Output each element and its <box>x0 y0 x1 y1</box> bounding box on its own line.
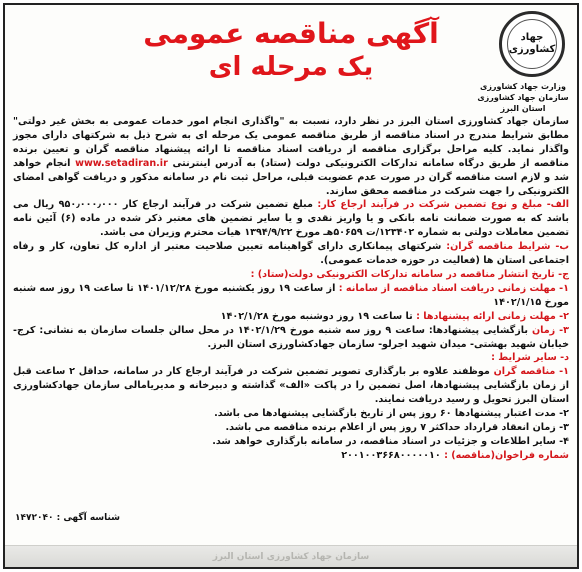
page-subtitle: یک مرحله ای <box>208 52 374 82</box>
section-d-item-1 <box>13 365 569 407</box>
logo-text-1: جهاد <box>520 32 544 43</box>
section-d-title: د- سایر شرایط : <box>491 352 569 364</box>
ministry-caption <box>471 81 575 114</box>
call-number-line <box>13 449 569 463</box>
section-b <box>13 240 569 268</box>
section-a-text: مبلغ تضمین شرکت در فرآیند ارجاع کار ۹۵۰٫۰۰۰٫۰۰۰ ریال می باشد که به صورت ضمانت نامه بانکی و یا واریز نقدی و یا سایر تضمین های معتبر ذکر شده در ماده (۶) آئین نامه تضمین معاملات دولتی به شماره ۱۲۳۴۰۲/ت ۵۰۶۵۹هـ مورخ ۱۳۹۴/۹/۲۲ هیات محترم وزیران می باشد. <box>13 199 569 239</box>
logo-text-2: کشاورزی <box>508 44 556 55</box>
ad-id: شناسه آگهی : ۱۴۷۲۰۴۰ <box>15 513 121 523</box>
section-b-title: ب- شرایط مناقصه گران: <box>446 241 569 253</box>
page-title: آگهی مناقصه عمومی <box>143 17 439 50</box>
website-link[interactable]: www.setadiran.ir <box>75 157 168 169</box>
logo-emblem <box>507 19 557 69</box>
footer-watermark: سازمان جهاد کشاورزی استان البرز <box>5 545 577 567</box>
title-block <box>115 17 467 83</box>
section-c-item-3 <box>13 324 569 352</box>
section-d-item-2: ۲- مدت اعتبار پیشنهادها ۶۰ روز پس از تاریخ بازگشایی پیشنهادها می باشد. <box>214 408 569 420</box>
section-d-item-3: ۳- زمان انعقاد قرارداد حداکثر ۷ روز پس از اعلام برنده مناقصه می باشد. <box>225 421 569 433</box>
section-d-item-4: ۴- سایر اطلاعات و جزئیات در اسناد مناقصه، در سامانه بارگذاری خواهد شد. <box>212 435 569 447</box>
call-number: ۲۰۰۱۰۰۳۶۶۸۰۰۰۰۰۱۰ <box>341 449 441 461</box>
c1-title: ۱- مهلت زمانی دریافت اسناد مناقصه از سامانه : <box>338 282 569 294</box>
section-a <box>13 198 569 240</box>
section-b-text: شرکتهای پیمانکاری دارای گواهینامه تعیین صلاحیت معتبر از اداره کل تعاون، کار و رفاه اجتماعی استان ها (فعالیت در حوزه خدمات عمومی). <box>13 241 569 267</box>
ministry-name: وزارت جهاد کشاورزی <box>479 82 566 91</box>
d1-title: ۱- مناقصه گران <box>493 366 569 378</box>
call-number-title: شماره فراخوان(مناقصه) : <box>444 449 569 461</box>
intro-paragraph <box>13 115 569 198</box>
header <box>5 5 577 113</box>
section-c-title: ج- تاریخ انتشار مناقصه در سامانه تدارکات الکترونیکی دولت(ستاد) : <box>250 268 569 280</box>
section-c-item-1 <box>13 282 569 310</box>
notice-body <box>13 115 569 463</box>
c3-text: بازگشایی پیشنهادها: ساعت ۹ روز سه شنبه مورخ ۱۴۰۲/۱/۲۹ در محل سالن جلسات سازمان به نشانی: کرج- خیابان شهید بهشتی- میدان شهید اجرلو- سازمان جهادکشاورزی استان البرز. <box>13 324 569 350</box>
c1-text: از ساعت ۱۹ روز یکشنبه مورخ ۱۴۰۱/۱۲/۲۸ تا ساعت ۱۹ روز سه شنبه مورخ ۱۴۰۲/۱/۱۵ <box>13 282 569 308</box>
c2-title: ۲- مهلت زمانی ارائه پیشنهادها : <box>416 310 569 322</box>
org-name: سازمان جهاد کشاورزی استان البرز <box>477 93 569 113</box>
intro-text: سازمان جهاد کشاورزی استان البرز در نظر دارد، نسبت به "واگذاری انجام امور خدمات عمومی به بخش غیر دولتی" مطابق شرایط مندرج در اسناد مناقصه از طریق مناقصه عمومی یک مرحله ای به شرح ذیل به شرکتهای دارای مجوز واگذار نماید. کلیه مراحل برگزاری مناقصه از دریافت اسناد مناقصه تا ارائه پیشنهاد مناقصه گران و تعیین برنده مناقصه از طریق درگاه سامانه تدارکات الکترونیکی دولت (ستاد) به آدرس اینترنتی <box>13 116 569 169</box>
c3-title: ۳- زمان <box>531 324 569 336</box>
tender-notice <box>3 3 579 569</box>
ministry-logo <box>499 11 565 77</box>
d1-text: موظفند علاوه بر بارگذاری تصویر تضمین شرکت در فرآیند ارجاع کار در سامانه، حداقل ۲ ساعت قبل از زمان بازگشایی پیشنهادها، اصل تضمین را در پاکت «الف» گذاشته و دبیرخانه و مدیریامالی سازمان جهادکشاورزی استان البرز تحویل و رسید دریافت نمایند. <box>13 366 569 406</box>
c2-text: تا ساعت ۱۹ روز دوشنبه مورخ ۱۴۰۲/۱/۲۸ <box>220 310 413 322</box>
intro-end-text: انجام خواهد شد و لازم است مناقصه گران در صورت عدم عضویت قبلی، مراحل ثبت نام در سامانه مذکور و دریافت گواهی امضای الکترونیکی را جهت شرکت در مناقصه محقق سازند. <box>13 157 569 197</box>
section-a-title: الف- مبلغ و نوع تضمین شرکت در فرآیند ارجاع کار: <box>317 199 569 211</box>
section-c-item-2 <box>13 310 569 324</box>
